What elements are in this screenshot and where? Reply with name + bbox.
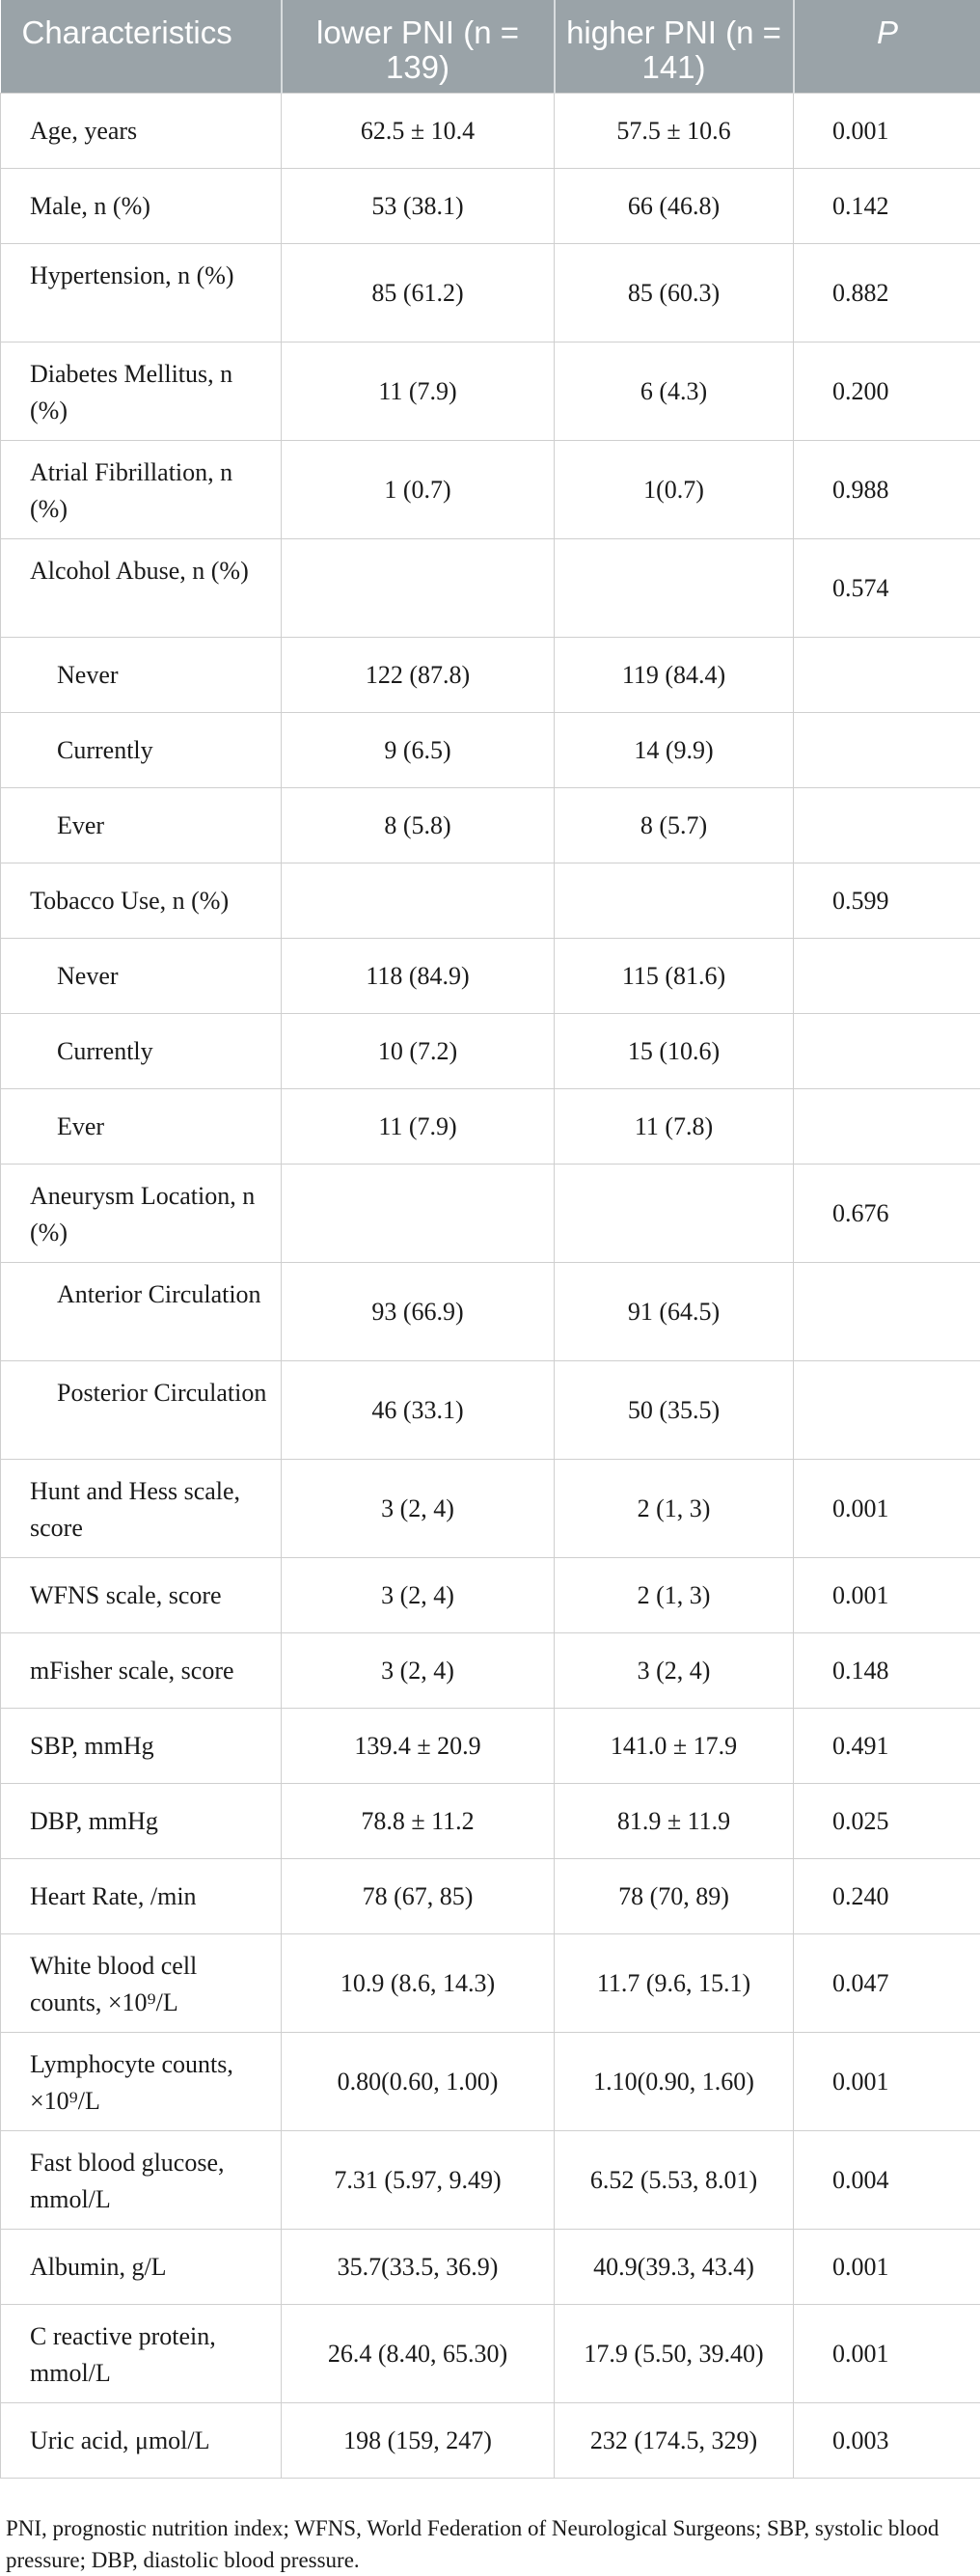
row-label: Hypertension, n (%)	[1, 244, 282, 343]
p-value	[794, 638, 980, 713]
table-row	[1, 863, 980, 939]
higher-pni-value: 81.9 ± 11.9	[555, 1784, 794, 1859]
p-value: 0.004	[794, 2131, 980, 2230]
p-value	[794, 713, 980, 788]
row-label: White blood cell counts, ×10⁹/L	[1, 1934, 282, 2033]
higher-pni-value	[555, 539, 794, 638]
higher-pni-value: 2 (1, 3)	[555, 1460, 794, 1558]
header-characteristics: Characteristics	[1, 0, 282, 94]
higher-pni-value: 6 (4.3)	[555, 343, 794, 441]
table-row	[1, 1934, 980, 2033]
lower-pni-value: 46 (33.1)	[282, 1361, 555, 1460]
higher-pni-value: 1(0.7)	[555, 441, 794, 539]
lower-pni-value: 85 (61.2)	[282, 244, 555, 343]
higher-pni-value: 66 (46.8)	[555, 169, 794, 244]
row-label: Never	[1, 939, 282, 1014]
higher-pni-value: 57.5 ± 10.6	[555, 94, 794, 169]
table-row	[1, 638, 980, 713]
higher-pni-value: 115 (81.6)	[555, 939, 794, 1014]
lower-pni-value: 35.7(33.5, 36.9)	[282, 2230, 555, 2305]
row-label: mFisher scale, score	[1, 1633, 282, 1709]
row-label: Ever	[1, 788, 282, 863]
lower-pni-value	[282, 1165, 555, 1263]
table-header-row	[1, 0, 980, 94]
p-value: 0.988	[794, 441, 980, 539]
lower-pni-value: 78 (67, 85)	[282, 1859, 555, 1934]
table-row	[1, 2403, 980, 2479]
higher-pni-value: 85 (60.3)	[555, 244, 794, 343]
higher-pni-value: 141.0 ± 17.9	[555, 1709, 794, 1784]
lower-pni-value: 0.80(0.60, 1.00)	[282, 2033, 555, 2131]
table-row	[1, 1165, 980, 1263]
p-value: 0.001	[794, 1558, 980, 1633]
row-label: Tobacco Use, n (%)	[1, 863, 282, 939]
p-value: 0.003	[794, 2403, 980, 2479]
p-value	[794, 1263, 980, 1361]
table-row	[1, 2033, 980, 2131]
table-row	[1, 1014, 980, 1089]
p-value: 0.001	[794, 2033, 980, 2131]
lower-pni-value: 139.4 ± 20.9	[282, 1709, 555, 1784]
p-value	[794, 788, 980, 863]
header-higher-pni: higher PNI (n = 141)	[555, 0, 794, 94]
higher-pni-value	[555, 863, 794, 939]
p-value: 0.001	[794, 94, 980, 169]
lower-pni-value: 10 (7.2)	[282, 1014, 555, 1089]
higher-pni-value: 15 (10.6)	[555, 1014, 794, 1089]
lower-pni-value	[282, 863, 555, 939]
row-label: Uric acid, μmol/L	[1, 2403, 282, 2479]
higher-pni-value: 78 (70, 89)	[555, 1859, 794, 1934]
row-label: Currently	[1, 713, 282, 788]
p-value: 0.574	[794, 539, 980, 638]
lower-pni-value: 11 (7.9)	[282, 343, 555, 441]
table-row	[1, 1859, 980, 1934]
row-label: Aneurysm Location, n (%)	[1, 1165, 282, 1263]
table-row	[1, 343, 980, 441]
higher-pni-value: 11 (7.8)	[555, 1089, 794, 1165]
header-p-value: P	[794, 0, 980, 94]
table-row	[1, 1460, 980, 1558]
lower-pni-value: 198 (159, 247)	[282, 2403, 555, 2479]
table-row	[1, 1633, 980, 1709]
table-row	[1, 441, 980, 539]
row-label: Male, n (%)	[1, 169, 282, 244]
row-label: Atrial Fibrillation, n (%)	[1, 441, 282, 539]
table-row	[1, 939, 980, 1014]
lower-pni-value: 118 (84.9)	[282, 939, 555, 1014]
p-value	[794, 939, 980, 1014]
row-label: Currently	[1, 1014, 282, 1089]
higher-pni-value: 6.52 (5.53, 8.01)	[555, 2131, 794, 2230]
p-value: 0.025	[794, 1784, 980, 1859]
table-row	[1, 2131, 980, 2230]
higher-pni-value: 119 (84.4)	[555, 638, 794, 713]
row-label: Anterior Circulation	[1, 1263, 282, 1361]
row-label: DBP, mmHg	[1, 1784, 282, 1859]
lower-pni-value: 3 (2, 4)	[282, 1633, 555, 1709]
p-value: 0.001	[794, 1460, 980, 1558]
row-label: Ever	[1, 1089, 282, 1165]
p-value	[794, 1014, 980, 1089]
higher-pni-value	[555, 1165, 794, 1263]
row-label: C reactive protein, mmol/L	[1, 2305, 282, 2403]
lower-pni-value: 122 (87.8)	[282, 638, 555, 713]
row-label: Hunt and Hess scale, score	[1, 1460, 282, 1558]
p-value: 0.001	[794, 2230, 980, 2305]
p-value: 0.676	[794, 1165, 980, 1263]
higher-pni-value: 3 (2, 4)	[555, 1633, 794, 1709]
higher-pni-value: 50 (35.5)	[555, 1361, 794, 1460]
higher-pni-value: 2 (1, 3)	[555, 1558, 794, 1633]
p-value: 0.001	[794, 2305, 980, 2403]
p-value: 0.599	[794, 863, 980, 939]
table-row	[1, 788, 980, 863]
table-row	[1, 713, 980, 788]
p-value: 0.240	[794, 1859, 980, 1934]
table-footnote: PNI, prognostic nutrition index; WFNS, World Federation of Neurological Surgeons; SBP, systolic blood pressure; DBP, diastolic blood pressure.	[0, 2512, 980, 2576]
table-row	[1, 1263, 980, 1361]
table-row	[1, 539, 980, 638]
higher-pni-value: 232 (174.5, 329)	[555, 2403, 794, 2479]
higher-pni-value: 1.10(0.90, 1.60)	[555, 2033, 794, 2131]
higher-pni-value: 11.7 (9.6, 15.1)	[555, 1934, 794, 2033]
table-row	[1, 2305, 980, 2403]
lower-pni-value: 3 (2, 4)	[282, 1460, 555, 1558]
lower-pni-value: 3 (2, 4)	[282, 1558, 555, 1633]
row-label: Posterior Circulation	[1, 1361, 282, 1460]
lower-pni-value: 10.9 (8.6, 14.3)	[282, 1934, 555, 2033]
higher-pni-value: 8 (5.7)	[555, 788, 794, 863]
lower-pni-value: 93 (66.9)	[282, 1263, 555, 1361]
p-value: 0.882	[794, 244, 980, 343]
row-label: SBP, mmHg	[1, 1709, 282, 1784]
p-value: 0.047	[794, 1934, 980, 2033]
lower-pni-value: 7.31 (5.97, 9.49)	[282, 2131, 555, 2230]
row-label: WFNS scale, score	[1, 1558, 282, 1633]
lower-pni-value: 78.8 ± 11.2	[282, 1784, 555, 1859]
row-label: Heart Rate, /min	[1, 1859, 282, 1934]
table-row	[1, 1089, 980, 1165]
table-row	[1, 1361, 980, 1460]
lower-pni-value	[282, 539, 555, 638]
higher-pni-value: 17.9 (5.50, 39.40)	[555, 2305, 794, 2403]
row-label: Never	[1, 638, 282, 713]
p-value: 0.200	[794, 343, 980, 441]
table-row	[1, 1784, 980, 1859]
lower-pni-value: 53 (38.1)	[282, 169, 555, 244]
table-row	[1, 2230, 980, 2305]
higher-pni-value: 91 (64.5)	[555, 1263, 794, 1361]
lower-pni-value: 8 (5.8)	[282, 788, 555, 863]
p-value: 0.148	[794, 1633, 980, 1709]
lower-pni-value: 1 (0.7)	[282, 441, 555, 539]
row-label: Diabetes Mellitus, n (%)	[1, 343, 282, 441]
table-row	[1, 1709, 980, 1784]
higher-pni-value: 40.9(39.3, 43.4)	[555, 2230, 794, 2305]
table-row	[1, 1558, 980, 1633]
row-label: Alcohol Abuse, n (%)	[1, 539, 282, 638]
p-value: 0.491	[794, 1709, 980, 1784]
lower-pni-value: 9 (6.5)	[282, 713, 555, 788]
lower-pni-value: 26.4 (8.40, 65.30)	[282, 2305, 555, 2403]
p-value: 0.142	[794, 169, 980, 244]
row-label: Fast blood glucose, mmol/L	[1, 2131, 282, 2230]
table-row	[1, 169, 980, 244]
table-row	[1, 94, 980, 169]
table-row	[1, 244, 980, 343]
higher-pni-value: 14 (9.9)	[555, 713, 794, 788]
row-label: Albumin, g/L	[1, 2230, 282, 2305]
row-label: Lymphocyte counts, ×10⁹/L	[1, 2033, 282, 2131]
p-value	[794, 1361, 980, 1460]
lower-pni-value: 11 (7.9)	[282, 1089, 555, 1165]
header-lower-pni: lower PNI (n = 139)	[282, 0, 555, 94]
p-value	[794, 1089, 980, 1165]
row-label: Age, years	[1, 94, 282, 169]
lower-pni-value: 62.5 ± 10.4	[282, 94, 555, 169]
